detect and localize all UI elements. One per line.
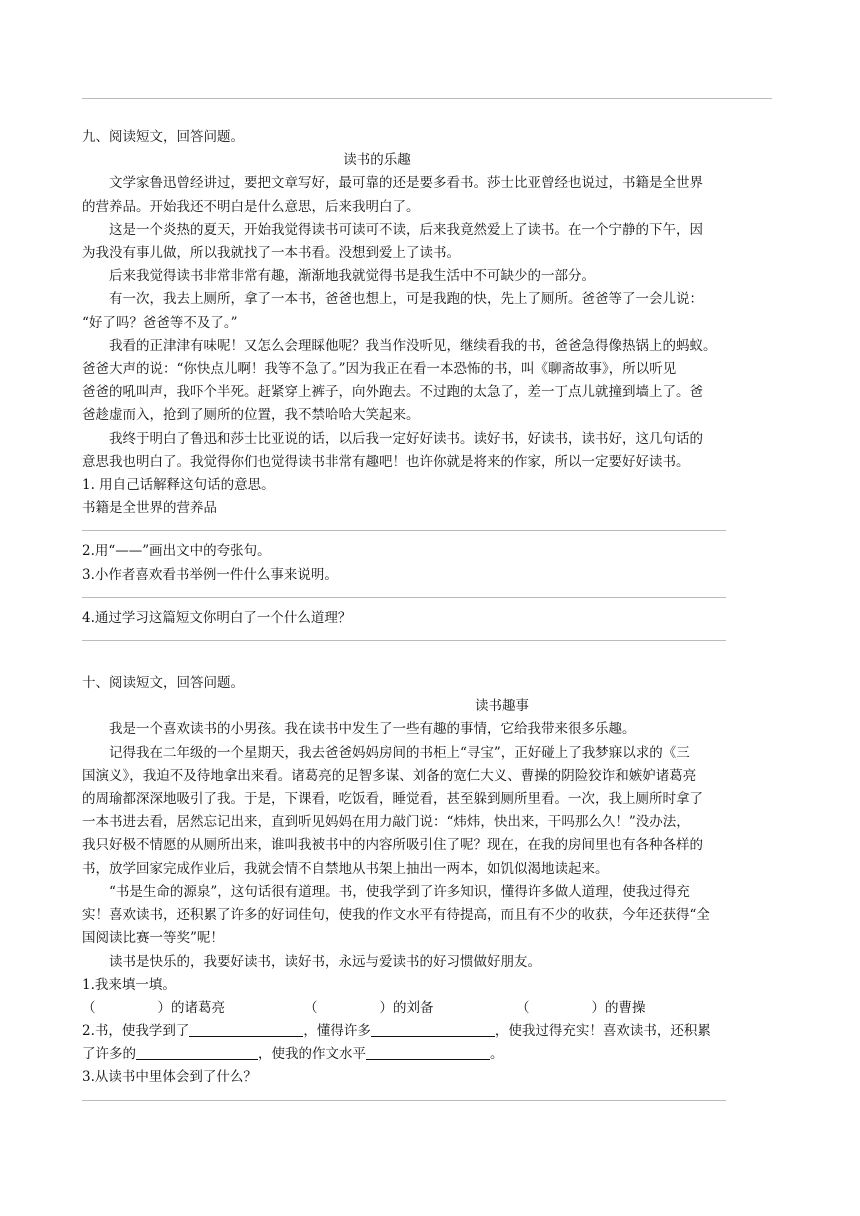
question-9-2: 2.用“——”画出文中的夸张句。: [82, 543, 271, 560]
passage-line: 记得我在二年级的一个星期天，我去爸爸妈妈房间的书柜上“寻宝”，正好碰上了我梦寐以求的《三: [109, 744, 690, 761]
passage-line: 一本书进去看，居然忘记出来，直到听见妈妈在用力敲门说：“炜炜，快出来，干吗那么久！”没办法，: [82, 814, 690, 831]
passage-line: 这是一个炎热的夏天，开始我觉得读书可读可不读，后来我竟然爱上了读书。在一个宁静的下午，因: [109, 221, 703, 238]
q2-text: 2.书，使我学到了: [82, 1022, 190, 1039]
passage-line: 爸爸大声的说：“你快点儿啊！我等不急了。”因为我正在看一本恐怖的书，叫《聊斋故事》，所以听见: [82, 361, 677, 378]
q2-text: ，使我过得充实！喜欢读书，还积累: [494, 1022, 711, 1039]
q2-text: 。: [490, 1046, 504, 1063]
passage-line: 的周瑜都深深地吸引了我。于是，下课看，吃饭看，睡觉看，甚至躲到厕所里看。一次，我上厕所时拿了: [82, 791, 703, 808]
passage-line: 为我没有事儿做，所以我就找了一本书看。没想到爱上了读书。: [82, 245, 460, 262]
fill-item[interactable]: [516, 997, 646, 1020]
fill-label: ）的诸葛亮: [157, 999, 225, 1016]
q2-text: 了许多的: [82, 1046, 136, 1063]
passage-line: 国演义》，我迫不及待地拿出来看。诸葛亮的足智多谋、刘备的宽仁大义、曹操的阴险狡诈和嫉妒诸葛亮: [82, 767, 697, 784]
passage-line: 我只好极不情愿的从厕所出来，谁叫我被书中的内容所吸引住了呢？现在，在我的房间里也有各种各样的: [82, 837, 703, 854]
answer-line[interactable]: [82, 597, 726, 598]
passage-line: 我是一个喜欢读书的小男孩。我在读书中发生了一些有趣的事情，它给我带来很多乐趣。: [109, 721, 636, 738]
passage-line: 后来我觉得读书非常非常有趣，渐渐地我就觉得书是我生活中不可缺少的一部分。: [109, 268, 595, 285]
passage-line: 我终于明白了鲁迅和莎士比亚说的话，以后我一定好好读书。读好书，好读书，读书好，这几句话的: [109, 430, 703, 447]
top-rule: [82, 98, 772, 99]
question-10-2-cont: [82, 1043, 782, 1066]
section-9-passage: [82, 172, 782, 474]
question-9-1: 1. 用自己话解释这句话的意思。: [82, 477, 275, 494]
passage-line: 有一次，我去上厕所，拿了一本书，爸爸也想上，可是我跑的快，先上了厕所。爸爸等了一会儿说：: [109, 291, 703, 308]
page-content: [82, 126, 782, 1110]
question-10-1: 1.我来填一填。: [82, 976, 176, 993]
passage-line: 的营养品。开始我还不明白是什么意思，后来我明白了。: [82, 198, 420, 215]
passage-line: 爸爸的吼叫声，我吓个半死。赶紧穿上裤子，向外跑去。不过跑的太急了，差一丁点儿就撞到墙上了。爸: [82, 384, 703, 401]
question-9-1-quote: 书籍是全世界的营养品: [82, 500, 217, 517]
passage-line: 实！喜欢读书，还积累了许多的好词佳句，使我的作文水平有待提高，而且有不少的收获，今年还获得“全: [82, 907, 710, 924]
open-paren: （: [516, 999, 530, 1016]
blank-field[interactable]: [189, 1021, 303, 1037]
fill-label: ）的刘备: [379, 999, 434, 1016]
passage-line: “书是生命的源泉”，这句话很有道理。书，使我学到了许多知识，懂得许多做人道理，使我过得充: [109, 883, 690, 900]
question-9-4: 4.通过学习这篇短文你明白了一个什么道理？: [82, 609, 352, 626]
blank-field[interactable]: [136, 1044, 258, 1060]
passage-line: 爸趁虚而入，抢到了厕所的位置，我不禁哈哈大笑起来。: [82, 407, 420, 424]
section-9-heading: 九、阅读短文，回答问题。: [82, 129, 244, 145]
passage-line: “好了吗？爸爸等不及了。”: [82, 314, 238, 331]
fill-item[interactable]: [304, 997, 516, 1020]
answer-line[interactable]: [82, 530, 726, 531]
passage-line: 读书是快乐的，我要好读书，读好书，永远与爱读书的好习惯做好朋友。: [109, 953, 541, 970]
section-10-title: 读书趣事: [475, 698, 529, 715]
open-paren: （: [304, 999, 318, 1016]
section-10-heading: 十、阅读短文，回答问题。: [82, 675, 244, 692]
fill-item[interactable]: [82, 997, 304, 1020]
blank-field[interactable]: [366, 1044, 490, 1060]
passage-line: 意思我也明白了。我觉得你们也觉得读书非常有趣吧！也许你就是将来的作家，所以一定要好好读书。: [82, 453, 690, 470]
blank-field[interactable]: [371, 1021, 495, 1037]
fill-label: ）的曹操: [591, 999, 646, 1016]
section-9-title: 读书的乐趣: [343, 152, 411, 169]
open-paren: （: [82, 999, 96, 1016]
passage-line: 书，放学回家完成作业后，我就会情不自禁地从书架上抽出一两本，如饥似渴地读起来。: [82, 860, 609, 877]
question-10-3: 3.从读书中里体会到了什么？: [82, 1069, 257, 1086]
fill-in-row: [82, 997, 782, 1020]
q2-text: ，使我的作文水平: [258, 1046, 366, 1063]
passage-line: 文学家鲁迅曾经讲过，要把文章写好，最可靠的还是要多看书。莎士比亚曾经也说过，书籍是全世界: [109, 175, 703, 192]
q2-text: ，懂得许多: [303, 1022, 371, 1039]
passage-line: 我看的正津津有味呢！又怎么会理睬他呢？我当作没听见，继续看我的书，爸爸急得像热锅上的蚂蚁。: [109, 337, 717, 354]
answer-line[interactable]: [82, 1100, 726, 1101]
question-9-3: 3.小作者喜欢看书举例一件什么事来说明。: [82, 566, 338, 583]
answer-line[interactable]: [82, 640, 726, 641]
section-10-passage: [82, 718, 782, 973]
passage-line: 国阅读比赛一等奖”呢！: [82, 930, 224, 947]
question-10-2: [82, 1020, 782, 1043]
